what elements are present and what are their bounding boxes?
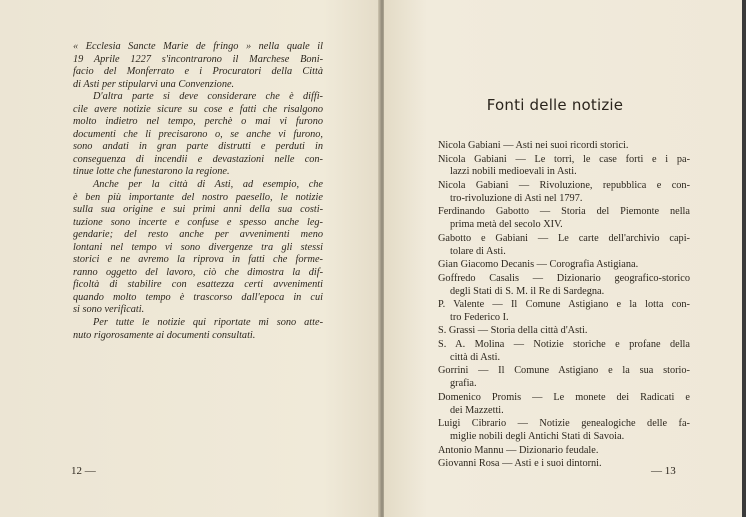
page-number-right: — 13 bbox=[651, 465, 676, 477]
source-entry-continuation: tro Federico I. bbox=[450, 311, 509, 323]
text-line: Anche per la città di Asti, ad esempio, che bbox=[93, 179, 323, 191]
source-entry-continuation: grafia. bbox=[450, 378, 477, 390]
left-page-body bbox=[73, 41, 323, 342]
paragraph bbox=[73, 41, 323, 91]
text-line: ficoltà di stabilire con esattezza certi avvenimenti bbox=[73, 279, 323, 291]
text-line: « Ecclesia Sancte Marie de fringo » nella quale il bbox=[73, 41, 323, 52]
text-line: tinue lotte che funestarono la regione. bbox=[73, 166, 230, 178]
text-line: cile avere notizie sicure su cose e fatti che risalgono bbox=[73, 103, 323, 115]
text-line: conseguenza di incendii e devastazioni nelle con- bbox=[73, 153, 323, 165]
text-line: 19 Aprile 1227 s'incontrarono il Marchese Boni- bbox=[73, 53, 323, 65]
text-line: di Asti per stipularvi una Convenzione. bbox=[73, 78, 235, 90]
source-entry bbox=[438, 418, 690, 444]
source-entry bbox=[438, 154, 690, 180]
source-entry-continuation: prima metà del secolo XIV. bbox=[450, 219, 563, 231]
text-line: storici e ne avremo la riprova in fatti che forme- bbox=[73, 254, 323, 266]
source-entry bbox=[438, 299, 690, 325]
source-entry-line: Gian Giacomo Decanis — Corografia Astigiana. bbox=[438, 259, 639, 271]
source-entry-continuation: tolare di Asti. bbox=[450, 245, 506, 257]
source-entry bbox=[438, 392, 690, 418]
source-entry-continuation: tro-rivoluzione di Asti nel 1797. bbox=[450, 192, 583, 204]
source-entry-line: Gabotto e Gabiani — Le carte dell'archivio capi- bbox=[438, 232, 690, 244]
text-line: si sono verificati. bbox=[73, 304, 145, 316]
source-entry-line: Goffredo Casalis — Dizionario geografico-storico bbox=[438, 272, 690, 284]
source-entry-line: Nicola Gabiani — Le torri, le case forti e i pa- bbox=[438, 153, 690, 165]
source-entry bbox=[438, 273, 690, 299]
text-line: facio del Monferrato e i Procuratori della Città bbox=[73, 66, 323, 78]
source-entry bbox=[438, 339, 690, 365]
source-entry-continuation: miglie nobili degli Antichi Stati di Savoia. bbox=[450, 431, 625, 443]
source-entry bbox=[438, 325, 690, 338]
source-entry bbox=[438, 233, 690, 259]
text-line: ranno oggetto del lavoro, ciò che dimostra la dif- bbox=[73, 266, 323, 278]
source-entry bbox=[438, 180, 690, 206]
paragraph bbox=[73, 179, 323, 317]
text-line: gendarie; del resto anche per avvenimenti meno bbox=[73, 229, 323, 241]
text-line: Per tutte le notizie qui riportate mi sono atte- bbox=[93, 317, 323, 329]
text-line: quando molto tempo è trascorso dall'epoca in cui bbox=[73, 291, 323, 303]
sources-list bbox=[438, 140, 690, 472]
page-number-left: 12 — bbox=[71, 465, 96, 477]
text-line: tuzione sono incerte e confuse e spesso anche leg- bbox=[73, 216, 323, 228]
source-entry-line: Nicola Gabiani — Asti nei suoi ricordi storici. bbox=[438, 140, 629, 151]
source-entry-line: Nicola Gabiani — Rivoluzione, repubblica e con- bbox=[438, 179, 690, 191]
source-entry bbox=[438, 365, 690, 391]
source-entry-continuation: lazzi nobili medioevali in Asti. bbox=[450, 166, 577, 178]
source-entry-line: Gorrini — Il Comune Astigiano e la sua storio- bbox=[438, 365, 690, 377]
source-entry-line: Domenico Promis — Le monete dei Radicati e bbox=[438, 391, 690, 403]
source-entry-line: Antonio Mannu — Dizionario feudale. bbox=[438, 444, 599, 456]
source-entry bbox=[438, 259, 690, 272]
source-entry-line: P. Valente — Il Comune Astigiano e la lotta con- bbox=[438, 299, 690, 311]
source-entry bbox=[438, 140, 690, 153]
text-line: documenti che li precisarono o, se anche vi furono, bbox=[73, 128, 323, 140]
source-entry-line: Giovanni Rosa — Asti e i suoi dintorni. bbox=[438, 458, 602, 470]
paragraph bbox=[73, 317, 323, 342]
source-entry-line: Luigi Cibrario — Notizie genealogiche delle fa- bbox=[438, 418, 690, 430]
text-line: D'altra parte si deve considerare che è diffi- bbox=[93, 91, 323, 103]
source-entry-continuation: degli Stati di S. M. il Re di Sardegna. bbox=[450, 285, 605, 297]
text-line: nuto rigorosamente ai documenti consultati. bbox=[73, 329, 256, 341]
source-entry bbox=[438, 206, 690, 232]
sources-heading: Fonti delle notizie bbox=[486, 96, 624, 114]
text-line: molto indietro nel tempo, perchè o mai vi furono bbox=[73, 116, 323, 128]
source-entry-continuation: dei Mazzetti. bbox=[450, 404, 504, 416]
source-entry-line: Ferdinando Gabotto — Storia del Piemonte nella bbox=[438, 206, 690, 218]
text-line: sono andati in gran parte distrutti e perduti in bbox=[73, 141, 323, 153]
source-entry bbox=[438, 445, 690, 458]
paragraph bbox=[73, 91, 323, 179]
page-edge bbox=[742, 0, 746, 517]
source-entry-continuation: città di Asti. bbox=[450, 351, 501, 363]
text-line: sulla sua origine e sui primi anni della sua costi- bbox=[73, 204, 323, 216]
text-line: è ben più importante del nostro paesello, le notizie bbox=[73, 191, 323, 203]
source-entry-line: S. Grassi — Storia della città d'Asti. bbox=[438, 325, 588, 337]
source-entry-line: S. A. Molina — Notizie storiche e profane della bbox=[438, 338, 690, 350]
text-line: lontani nel tempo vi sono divergenze tra gli stessi bbox=[73, 241, 323, 253]
